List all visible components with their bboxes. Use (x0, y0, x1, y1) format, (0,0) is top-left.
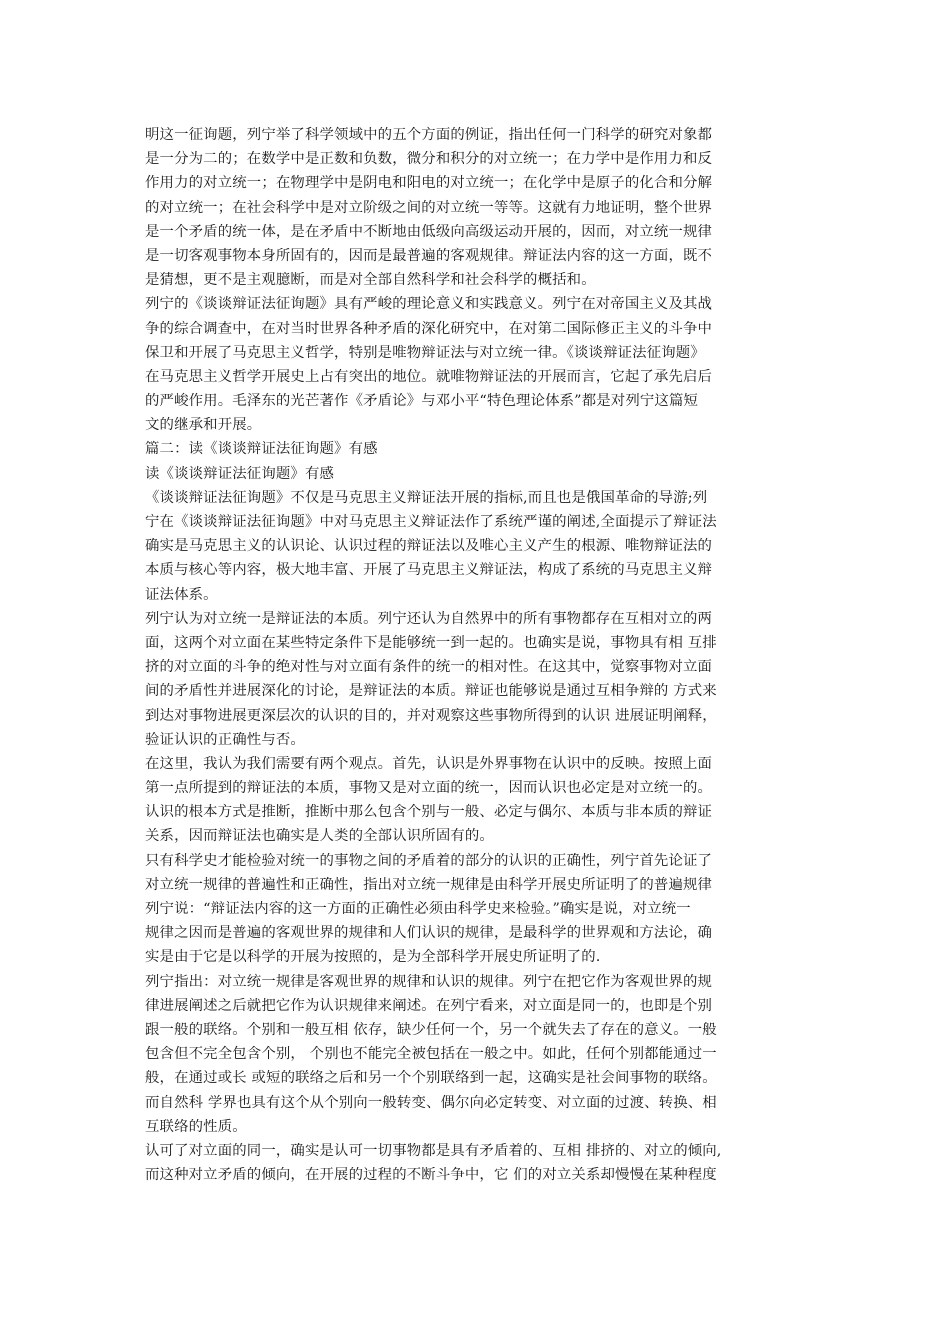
text-line: 只有科学史才能检验对统一的事物之间的矛盾着的部分的认识的正确性，列宁首先论证了 (145, 852, 713, 869)
text-line: 列宁指出：对立统一规律是客观世界的规律和认识的规律。列宁在把它作为客观世界的规 (145, 973, 713, 990)
text-line: 验证认识的正确性与否。 (145, 731, 305, 748)
text-line: 面，这两个对立面在某些特定条件下是能够统一到一起的。也确实是说，事物具有相 互排 (145, 634, 717, 651)
text-line: 对立统一规律的普遍性和正确性，指出对立统一规律是由科学开展史所证明了的普遍规律 (145, 876, 713, 893)
section-subtitle: 读《谈谈辩证法征询题》有感 (145, 465, 335, 482)
text-line: 到达对事物进展更深层次的认识的目的，并对观察这些事物所得到的认识 进展证明阐释， (145, 707, 717, 724)
text-line: 作用力的对立统一；在物理学中是阴电和阳电的对立统一；在化学中是原子的化合和分解 (145, 175, 713, 192)
text-line: 第一点所提到的辩证法的本质，事物又是对立面的统一，因而认识也必定是对立统一的。 (145, 780, 713, 797)
text-line: 实是由于它是以科学的开展为按照的，是为全部科学开展史所证明了的. (145, 949, 601, 966)
text-line: 认可了对立面的同一，确实是认可一切事物都是具有矛盾着的、互相 排挤的、对立的倾向, (145, 1142, 722, 1159)
text-line: 挤的对立面的斗争的绝对性与对立面有条件的统一的相对性。在这其中，觉察事物对立面 (145, 659, 713, 676)
text-line: 认识的根本方式是推断，推断中那么包含个别与一般、必定与偶尔、本质与非本质的辩证 (145, 804, 713, 821)
text-line: 列宁说：“辩证法内容的这一方面的正确性必须由科学史来检验。”确实是说，对立统一 (145, 901, 691, 917)
body-text (145, 123, 815, 1187)
text-line: 是一个矛盾的统一体，是在矛盾中不断地由低级向高级运动开展的，因而，对立统一规律 (145, 223, 713, 240)
text-line: 关系，因而辩证法也确实是人类的全部认识所固有的。 (145, 828, 494, 845)
text-line: 确实是马克思主义的认识论、认识过程的辩证法以及唯心主义产生的根源、唯物辩证法的 (145, 538, 713, 555)
text-line: 包含但不完全包含个别， 个别也不能完全被包括在一般之中。如此，任何个别都能通过一 (145, 1046, 717, 1063)
text-line: 的对立统一；在社会科学中是对立阶级之间的对立统一等等。这就有力地证明，整个世界 (145, 199, 713, 216)
text-line: 列宁认为对立统一是辩证法的本质。列宁还认为自然界中的所有事物都存在互相对立的两 (145, 610, 713, 627)
text-line: 本质与核心等内容，极大地丰富、开展了马克思主义辩证法，构成了系统的马克思主义辩 (145, 562, 713, 579)
text-line: 列宁的《谈谈辩证法征询题》具有严峻的理论意义和实践意义。列宁在对帝国主义及其战 (145, 296, 713, 313)
text-line: 间的矛盾性并进展深化的讨论，是辩证法的本质。辩证也能够说是通过互相争辩的 方式来 (145, 683, 717, 700)
text-line: 保卫和开展了马克思主义哲学，特别是唯物辩证法与对立统一律。《谈谈辩证法征询题》 (145, 344, 705, 361)
text-line: 在这里，我认为我们需要有两个观点。首先，认识是外界事物在认识中的反映。按照上面 (145, 755, 713, 772)
text-line: 是猜想，更不是主观臆断，而是对全部自然科学和社会科学的概括和。 (145, 272, 596, 289)
text-line: 是一切客观事物本身所固有的，因而是最普遍的客观规律。辩证法内容的这一方面，既不 (145, 247, 713, 264)
text-line: 而自然科 学界也具有这个从个别向一般转变、偶尔向必定转变、对立面的过渡、转换、相 (145, 1094, 717, 1111)
text-line: 是一分为二的；在数学中是正数和负数，微分和积分的对立统一；在力学中是作用力和反 (145, 151, 713, 168)
text-line: 的严峻作用。毛泽东的光芒著作《矛盾论》与邓小平“特色理论体系”都是对列宁这篇短 (145, 393, 699, 410)
text-line: 而这种对立矛盾的倾向，在开展的过程的不断斗争中，它 们的对立关系却慢慢在某种程度 (145, 1167, 717, 1184)
text-line: 跟一般的联络。个别和一般互相 依存，缺少任何一个，另一个就失去了存在的意义。一般 (145, 1021, 717, 1038)
text-line: 《谈谈辩证法征询题》不仅是马克思主义辩证法开展的指标,而且也是俄国革命的导游;列 (145, 489, 708, 506)
text-line: 证法体系。 (145, 586, 218, 603)
section-heading: 篇二：读《谈谈辩证法征询题》有感 (145, 441, 378, 458)
text-line: 互联络的性质。 (145, 1118, 247, 1135)
text-line: 在马克思主义哲学开展史上占有突出的地位。就唯物辩证法的开展而言，它起了承先启后 (145, 368, 713, 385)
text-line: 规律之因而是普遍的客观世界的规律和人们认识的规律，是最科学的世界观和方法论，确 (145, 925, 713, 942)
text-line: 般，在通过或长 或短的联络之后和另一个个别联络到一起，这确实是社会间事物的联络。 (145, 1070, 717, 1087)
text-line: 文的继承和开展。 (145, 417, 262, 434)
text-line: 宁在《谈谈辩证法征询题》中对马克思主义辩证法作了系统严谨的阐述,全面提示了辩证法 (145, 514, 717, 530)
text-line: 明这一征询题，列宁举了科学领域中的五个方面的例证，指出任何一门科学的研究对象都 (145, 127, 713, 143)
text-line: 律进展阐述之后就把它作为认识规律来阐述。在列宁看来，对立面是同一的，也即是个别 (145, 997, 713, 1014)
text-line: 争的综合调查中，在对当时世界各种矛盾的深化研究中，在对第二国际修正主义的斗争中 (145, 320, 713, 337)
